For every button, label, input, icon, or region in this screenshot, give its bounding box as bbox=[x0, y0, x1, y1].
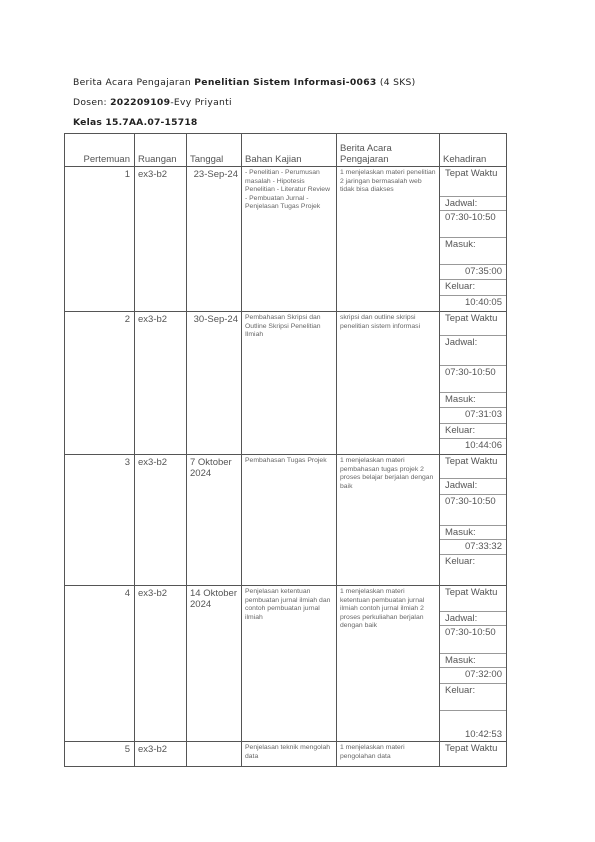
kehadiran-jadwal: 07:30-10:50 bbox=[440, 495, 506, 526]
lecturer-id: 202209109 bbox=[110, 97, 171, 108]
kehadiran-jadwal: 07:30-10:50 bbox=[440, 366, 506, 393]
kehadiran-masuk: 07:32:00 bbox=[440, 668, 506, 684]
table-row bbox=[65, 167, 507, 312]
row-kehadiran bbox=[440, 312, 507, 455]
kehadiran-jadwal: 07:30-10:50 bbox=[440, 626, 506, 654]
kehadiran-jadwal: 07:30-10:50 bbox=[440, 211, 506, 238]
table-row bbox=[65, 586, 507, 742]
kehadiran-keluar-label: Keluar: bbox=[440, 684, 506, 711]
row-ruangan: ex3-b2 bbox=[135, 742, 187, 767]
kehadiran-status: Tepat Waktu bbox=[445, 743, 498, 754]
row-ruangan: ex3-b2 bbox=[135, 586, 187, 742]
row-tanggal: 7 Oktober 2024 bbox=[187, 455, 242, 586]
lecturer-line bbox=[73, 96, 416, 116]
col-berita-acara: Berita Acara Pengajaran bbox=[337, 134, 440, 167]
kehadiran-jadwal-label: Jadwal: bbox=[440, 336, 506, 366]
course-prefix: Berita Acara Pengajaran bbox=[73, 77, 195, 88]
course-credits: (4 SKS) bbox=[376, 77, 416, 88]
kehadiran-masuk: 07:31:03 bbox=[440, 408, 506, 424]
row-tanggal: 30-Sep-24 bbox=[187, 312, 242, 455]
kehadiran-masuk-label: Masuk: bbox=[440, 238, 506, 265]
table-row bbox=[65, 742, 507, 767]
table-row bbox=[65, 455, 507, 586]
kehadiran-keluar: 10:40:05 bbox=[465, 297, 502, 308]
col-bahan-kajian: Bahan Kajian bbox=[242, 134, 337, 167]
kehadiran-status: Tepat Waktu bbox=[440, 455, 506, 479]
row-ruangan: ex3-b2 bbox=[135, 455, 187, 586]
row-bahan-kajian: Pembahasan Skripsi dan Outline Skripsi Penelitian Ilmiah bbox=[242, 312, 337, 455]
lecturer-name: -Evy Priyanti bbox=[170, 97, 232, 108]
document-header bbox=[73, 76, 416, 136]
table-header-row bbox=[65, 134, 507, 167]
col-tanggal: Tanggal bbox=[187, 134, 242, 167]
col-ruangan: Ruangan bbox=[135, 134, 187, 167]
kehadiran-keluar-value: 10:42:53 bbox=[465, 729, 502, 740]
row-number: 3 bbox=[65, 455, 135, 586]
lecturer-prefix: Dosen: bbox=[73, 97, 111, 108]
course-name: Penelitian Sistem Informasi-0063 bbox=[194, 77, 377, 88]
attendance-table bbox=[64, 133, 507, 767]
row-bahan-kajian: Penjelasan ketentuan pembuatan jurnal ilmiah dan contoh pembuatan jurnal ilmiah bbox=[242, 586, 337, 742]
row-number: 1 bbox=[65, 167, 135, 312]
row-kehadiran bbox=[440, 455, 507, 586]
kehadiran-status: Tepat Waktu bbox=[440, 586, 506, 612]
row-kehadiran bbox=[440, 586, 507, 742]
class-line: Kelas 15.7AA.07-15718 bbox=[73, 117, 198, 128]
kehadiran-keluar-label: Keluar: bbox=[440, 424, 506, 439]
row-number: 4 bbox=[65, 586, 135, 742]
kehadiran-status: Tepat Waktu bbox=[440, 312, 506, 336]
row-number: 5 bbox=[65, 742, 135, 767]
kehadiran-keluar bbox=[440, 711, 506, 741]
row-berita-acara: 1 menjelaskan materi penelitian 2 jaringan bermasalah web tidak bisa diakses bbox=[337, 167, 440, 312]
row-berita-acara: skripsi dan outline skripsi penelitian sistem informasi bbox=[337, 312, 440, 455]
kehadiran-masuk-label: Masuk: bbox=[440, 393, 506, 408]
row-berita-acara: 1 menjelaskan materi ketentuan pembuatan jurnal ilmiah contoh jurnal ilmiah 2 proses perkuliahan berjalan dengan baik bbox=[337, 586, 440, 742]
kehadiran-jadwal-label: Jadwal: bbox=[440, 612, 506, 626]
kehadiran-keluar-label: Keluar: bbox=[440, 280, 506, 296]
kehadiran-status: Tepat Waktu bbox=[440, 167, 506, 197]
kehadiran-masuk: 07:35:00 bbox=[440, 265, 506, 280]
row-tanggal: 14 Oktober 2024 bbox=[187, 586, 242, 742]
row-tanggal bbox=[187, 742, 242, 767]
row-berita-acara: 1 menjelaskan materi pembahasan tugas projek 2 proses belajar berjalan dengan baik bbox=[337, 455, 440, 586]
kehadiran-keluar: 10:44:06 bbox=[465, 440, 502, 451]
row-bahan-kajian: - Penelitian - Perumusan masalah - Hipotesis Penelitian - Literatur Review - Pembuatan Jurnal - Penjelasan Tugas Projek bbox=[242, 167, 337, 312]
kehadiran-masuk-label: Masuk: bbox=[440, 654, 506, 668]
row-ruangan: ex3-b2 bbox=[135, 167, 187, 312]
row-ruangan: ex3-b2 bbox=[135, 312, 187, 455]
course-line bbox=[73, 76, 416, 96]
row-tanggal: 23-Sep-24 bbox=[187, 167, 242, 312]
kehadiran-jadwal-label: Jadwal: bbox=[440, 197, 506, 211]
row-bahan-kajian: Pembahasan Tugas Projek bbox=[242, 455, 337, 586]
col-pertemuan: Pertemuan bbox=[65, 134, 135, 167]
row-bahan-kajian: Penjelasan teknik mengolah data bbox=[242, 742, 337, 767]
kehadiran-jadwal-label: Jadwal: bbox=[440, 479, 506, 495]
row-kehadiran bbox=[440, 167, 507, 312]
kehadiran-keluar-label: Keluar: bbox=[445, 556, 476, 567]
kehadiran-masuk-label: Masuk: bbox=[440, 526, 506, 540]
row-kehadiran bbox=[440, 742, 507, 767]
col-kehadiran: Kehadiran bbox=[440, 134, 507, 167]
table-row bbox=[65, 312, 507, 455]
row-berita-acara: 1 menjelaskan materi pengolahan data bbox=[337, 742, 440, 767]
kehadiran-masuk: 07:33:32 bbox=[440, 540, 506, 555]
row-number: 2 bbox=[65, 312, 135, 455]
